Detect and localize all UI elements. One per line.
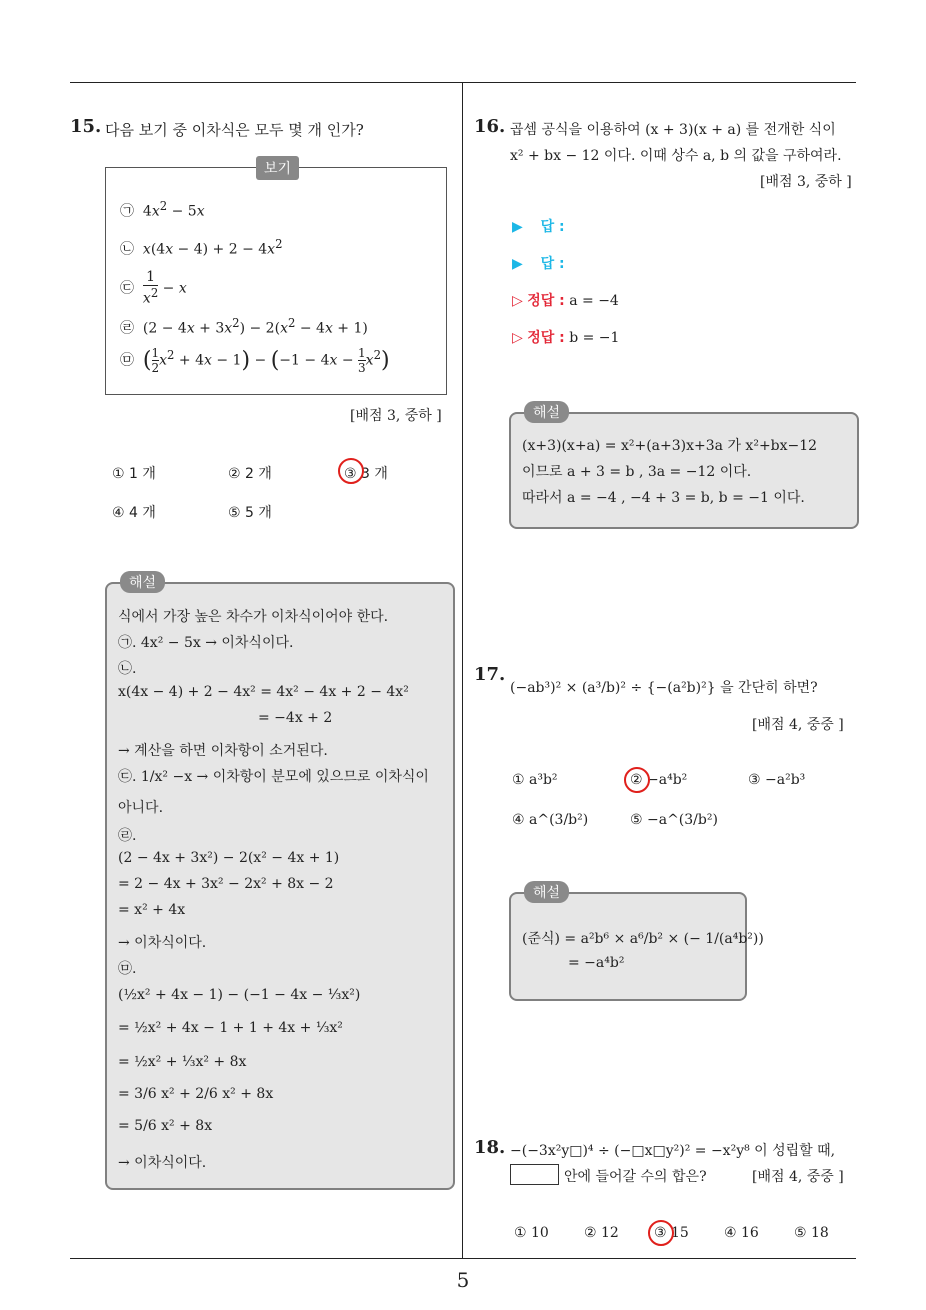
- score: [배점 3, 중하 ]: [760, 174, 852, 190]
- solution-line: = ½x² + ⅓x² + 8x: [118, 1054, 247, 1070]
- choice-2[interactable]: ② 2 개: [228, 466, 272, 482]
- choice-1[interactable]: ① 1 개: [112, 466, 156, 482]
- solution-line: (½x² + 4x − 1) − (−1 − 4x − ⅓x²): [118, 987, 361, 1003]
- page-number: 5: [456, 1268, 470, 1292]
- bogi-item-5: ㉤ ( $\frac{1}{2}$ $x^2 + 4x - 1) - (-1 - 4x$ − $\frac{1}{3}$ $x^2$): [120, 346, 390, 375]
- choice-1[interactable]: ① a³b²: [512, 772, 558, 788]
- play-arrow-icon: ▶: [512, 256, 523, 272]
- triangle-outline-icon: ▷: [512, 293, 523, 309]
- bogi-item-3: ㉢ $\frac{1}{x^2}$ − x: [120, 269, 187, 307]
- question-number: 18.: [474, 1137, 506, 1158]
- question-text: 다음 보기 중 이차식은 모두 몇 개 인가?: [105, 121, 364, 139]
- correct-label: 정답 :: [527, 293, 565, 309]
- question-text: (−ab³)² × (a³/b)² ÷ {−(a²b)²} 을 간단히 하면?: [510, 680, 818, 696]
- solution-tag: 해설: [524, 881, 569, 903]
- column-divider: [462, 82, 463, 1259]
- question-text-line2: 안에 들어갈 수의 합은?: [564, 1169, 707, 1185]
- choice-5[interactable]: ⑤ 18: [794, 1225, 829, 1241]
- question-text-line2: x² + bx − 12 이다. 이때 상수 a, b 의 값을 구하여라.: [510, 148, 842, 164]
- question-text-line1: −(−3x²y□)⁴ ÷ (−□x□y²)² = −x²y⁸ 이 성립할 때,: [510, 1143, 836, 1159]
- choice-5[interactable]: ⑤ 5 개: [228, 505, 272, 521]
- choice-4[interactable]: ④ 16: [724, 1225, 759, 1241]
- choice-4[interactable]: ④ a^(3/b²): [512, 812, 589, 828]
- solution-line: = −4x + 2: [258, 710, 333, 726]
- solution-line: = ½x² + 4x − 1 + 1 + 4x + ⅓x²: [118, 1020, 343, 1036]
- score: [배점 4, 중중 ]: [752, 1169, 844, 1185]
- solution-line: (2 − 4x + 3x²) − 2(x² − 4x + 1): [118, 850, 340, 866]
- solution-line: ㉤.: [118, 961, 137, 977]
- bogi-item-1: ㉠ $4x^2 - 5x$: [120, 199, 205, 220]
- score: [배점 3, 중하 ]: [350, 408, 442, 424]
- solution-tag: 해설: [524, 401, 569, 423]
- choice-4[interactable]: ④ 4 개: [112, 505, 156, 521]
- solution-line: (x+3)(x+a) = x²+(a+3)x+3a 가 x²+bx−12: [522, 438, 818, 454]
- correct-value-b: b = −1: [569, 330, 620, 346]
- solution-line: 이므로 a + 3 = b , 3a = −12 이다.: [522, 464, 752, 480]
- solution-line: 따라서 a = −4 , −4 + 3 = b, b = −1 이다.: [522, 490, 805, 506]
- triangle-outline-icon: ▷: [512, 330, 523, 346]
- choice-3[interactable]: ③ 3 개: [344, 466, 388, 482]
- correct-label: 정답 :: [527, 330, 565, 346]
- play-arrow-icon: ▶: [512, 219, 523, 235]
- solution-line: → 이차식이다.: [118, 935, 207, 951]
- selected-mark-circle: [338, 458, 364, 484]
- bogi-item-2: ㉡ $x(4x - 4) + 2 - 4x^2$: [120, 237, 283, 258]
- solution-line: = −a⁴b²: [568, 955, 625, 971]
- solution-line: → 계산을 하면 이차항이 소거된다.: [118, 743, 328, 759]
- question-text-line1: 곱셈 공식을 이용하여 (x + 3)(x + a) 를 전개한 식이: [510, 122, 836, 138]
- question-number: 15.: [70, 116, 102, 137]
- bogi-item-4: ㉣ $(2 - 4x + 3x^2) - 2(x^2 - 4x + 1)$: [120, 316, 368, 337]
- solution-line: 아니다.: [118, 800, 164, 816]
- solution-line: ㉢. 1/x² −x → 이차항이 분모에 있으므로 이차식이: [118, 769, 429, 785]
- correct-row-a: [512, 290, 619, 310]
- blank-box[interactable]: [510, 1164, 559, 1185]
- choice-5[interactable]: ⑤ −a^(3/b²): [630, 812, 718, 828]
- solution-line: ㉣.: [118, 828, 137, 844]
- answer-row-1: [512, 216, 565, 236]
- solution-tag: 해설: [120, 571, 165, 593]
- solution-line: = 2 − 4x + 3x² − 2x² + 8x − 2: [118, 876, 334, 892]
- solution-line: = 3/6 x² + 2/6 x² + 8x: [118, 1086, 274, 1102]
- solution-line: = x² + 4x: [118, 902, 186, 918]
- choice-1[interactable]: ① 10: [514, 1225, 549, 1241]
- answer-label: 답 :: [540, 256, 565, 272]
- answer-label: 답 :: [540, 219, 565, 235]
- question-number: 17.: [474, 664, 506, 685]
- question-number: 16.: [474, 116, 506, 137]
- solution-line: (준식) = a²b⁶ × a⁶/b² × (− 1/(a⁴b²)): [522, 931, 764, 947]
- solution-line: ㉡.: [118, 661, 137, 677]
- solution-line: = 5/6 x² + 8x: [118, 1118, 213, 1134]
- solution-line: x(4x − 4) + 2 − 4x² = 4x² − 4x + 2 − 4x²: [118, 684, 409, 700]
- solution-line: ㉠. 4x² − 5x → 이차식이다.: [118, 635, 294, 651]
- selected-mark-circle: [624, 767, 650, 793]
- correct-value-a: a = −4: [569, 293, 619, 309]
- bogi-tag: 보기: [256, 156, 299, 180]
- choice-2[interactable]: ② 12: [584, 1225, 619, 1241]
- choice-3[interactable]: ③ 15: [654, 1225, 689, 1241]
- bottom-rule: [70, 1258, 856, 1259]
- selected-mark-circle: [648, 1220, 674, 1246]
- answer-row-2: [512, 253, 565, 273]
- score: [배점 4, 중중 ]: [752, 717, 844, 733]
- solution-line: → 이차식이다.: [118, 1155, 207, 1171]
- top-rule: [70, 82, 856, 83]
- choice-3[interactable]: ③ −a²b³: [748, 772, 806, 788]
- solution-line: 식에서 가장 높은 차수가 이차식이어야 한다.: [118, 609, 389, 625]
- choice-2[interactable]: ② −a⁴b²: [630, 772, 688, 788]
- correct-row-b: [512, 327, 619, 347]
